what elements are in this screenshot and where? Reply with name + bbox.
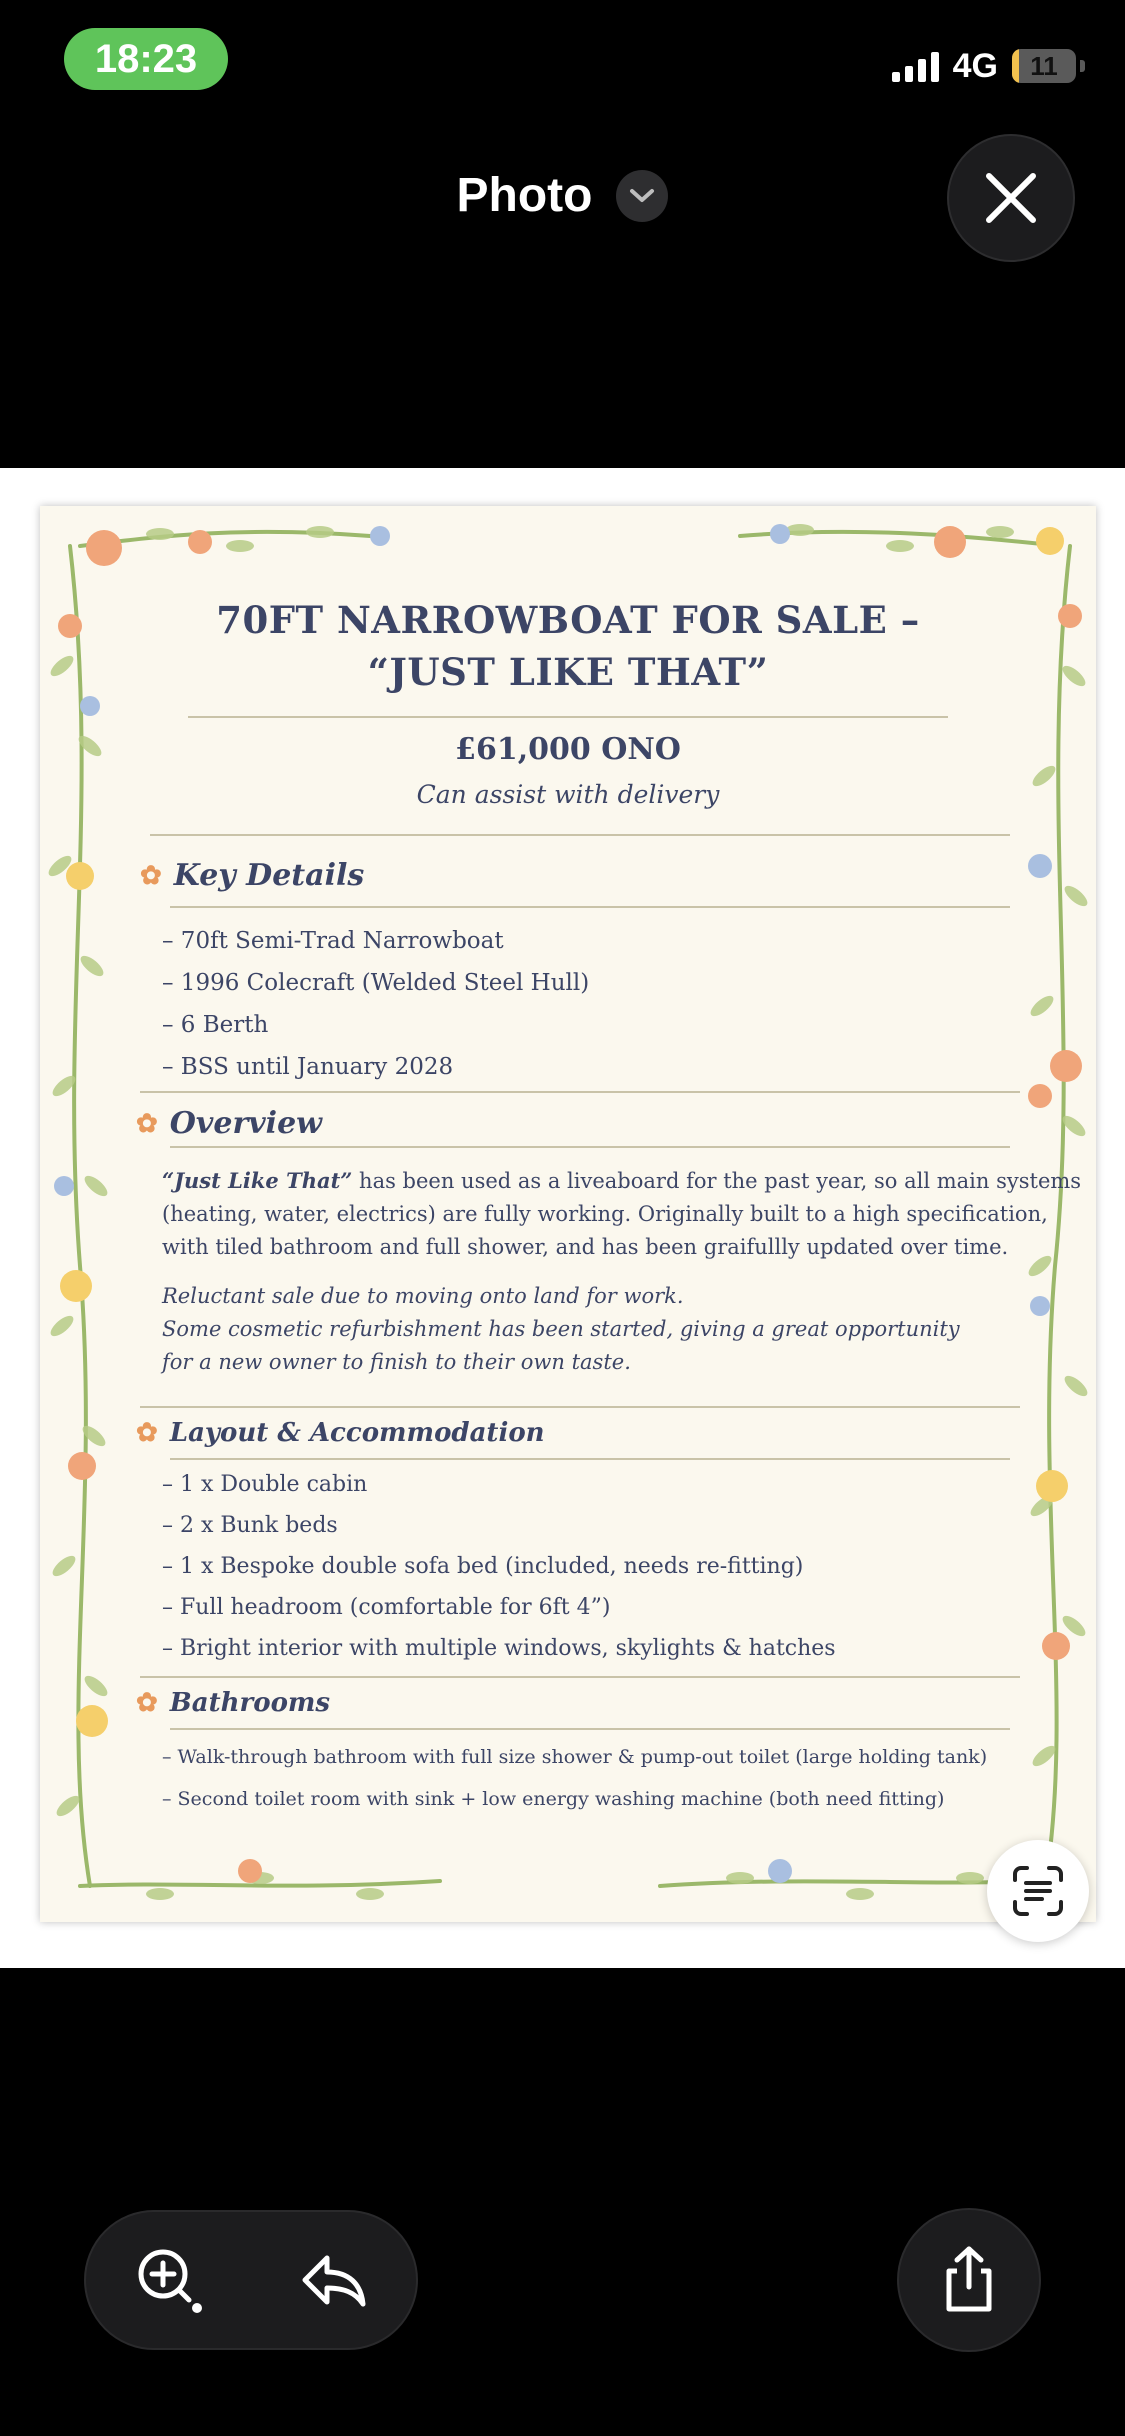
divider <box>170 1146 1010 1148</box>
bathrooms-list <box>162 1736 987 1820</box>
divider <box>140 1676 1020 1678</box>
flower-bullet-icon: ✿ <box>140 860 162 891</box>
overview-paragraph-2: Reluctant sale due to moving onto land for work. Some cosmetic refurbishment has been started, giving a great opportunity for a new owner to finish to their own taste. <box>162 1284 960 1374</box>
divider <box>140 1406 1020 1408</box>
divider <box>170 1728 1010 1730</box>
list-item: – 1 x Bespoke double sofa bed (included, needs re-fitting) <box>162 1554 804 1579</box>
battery-level: 11 <box>1030 50 1058 81</box>
status-time: 18:23 <box>64 28 228 90</box>
poster-title-line-1: 70FT NARROWBOAT FOR SALE – <box>216 598 920 642</box>
overview-paragraph-1: “Just Like That” has been used as a liveaboard for the past year, so all main systems (heating, water, electrics) are fully working. Originally built to a high specification, with tiled bathroom and full shower, and has been graifullly updated over time. <box>162 1168 1082 1259</box>
close-button[interactable] <box>947 134 1075 262</box>
poster-delivery-note: Can assist with delivery <box>416 780 720 809</box>
list-item: – 6 Berth <box>162 1012 269 1038</box>
divider <box>150 834 1010 836</box>
network-type: 4G <box>952 46 998 85</box>
key-details-list <box>162 920 589 1088</box>
layout-list <box>162 1464 836 1669</box>
share-button[interactable] <box>897 2208 1041 2352</box>
list-item: – 1 x Double cabin <box>162 1472 368 1497</box>
list-item: – Second toilet room with sink + low energy washing machine (both need fitting) <box>162 1788 945 1810</box>
overview-heading: ✿ Overview <box>136 1106 322 1141</box>
battery-icon <box>1012 49 1076 83</box>
zoom-in-icon <box>133 2244 205 2316</box>
title-dropdown-button[interactable] <box>616 170 668 222</box>
poster-title-line-2: “JUST LIKE THAT” <box>367 650 769 694</box>
close-icon <box>983 170 1039 226</box>
list-item: – BSS until January 2028 <box>162 1054 454 1080</box>
live-text-button[interactable] <box>987 1840 1089 1942</box>
share-icon <box>939 2245 999 2315</box>
cellular-signal-icon <box>892 50 939 82</box>
list-item: – Walk-through bathroom with full size shower & pump-out toilet (large holding tank) <box>162 1746 988 1768</box>
layout-heading: ✿ Layout & Accommodation <box>136 1418 545 1448</box>
flower-bullet-icon: ✿ <box>136 1108 158 1139</box>
key-details-heading: ✿ Key Details <box>140 858 365 893</box>
page-title: Photo <box>456 169 593 222</box>
divider <box>170 1458 1010 1460</box>
list-item: – 1996 Colecraft (Welded Steel Hull) <box>162 970 590 996</box>
chevron-down-icon <box>629 188 655 204</box>
zoom-in-button[interactable] <box>124 2235 214 2325</box>
list-item: – 2 x Bunk beds <box>162 1513 338 1538</box>
photo-viewer[interactable] <box>0 468 1125 1968</box>
divider <box>140 1091 1020 1093</box>
photo-actions-toolbar <box>84 2210 418 2350</box>
reply-icon <box>299 2250 369 2310</box>
reply-button[interactable] <box>289 2235 379 2325</box>
sale-poster-image <box>40 506 1096 1922</box>
status-indicators <box>892 44 1085 88</box>
list-item: – Full headroom (comfortable for 6ft 4”) <box>162 1595 611 1620</box>
divider <box>170 906 1010 908</box>
list-item: – Bright interior with multiple windows, skylights & hatches <box>162 1636 836 1661</box>
poster-price: £61,000 ONO <box>455 732 681 767</box>
live-text-icon <box>1011 1864 1065 1918</box>
flower-bullet-icon: ✿ <box>136 1688 158 1718</box>
flower-bullet-icon: ✿ <box>136 1418 158 1448</box>
divider <box>188 716 948 718</box>
bathrooms-heading: ✿ Bathrooms <box>136 1688 331 1718</box>
list-item: – 70ft Semi-Trad Narrowboat <box>162 928 504 954</box>
